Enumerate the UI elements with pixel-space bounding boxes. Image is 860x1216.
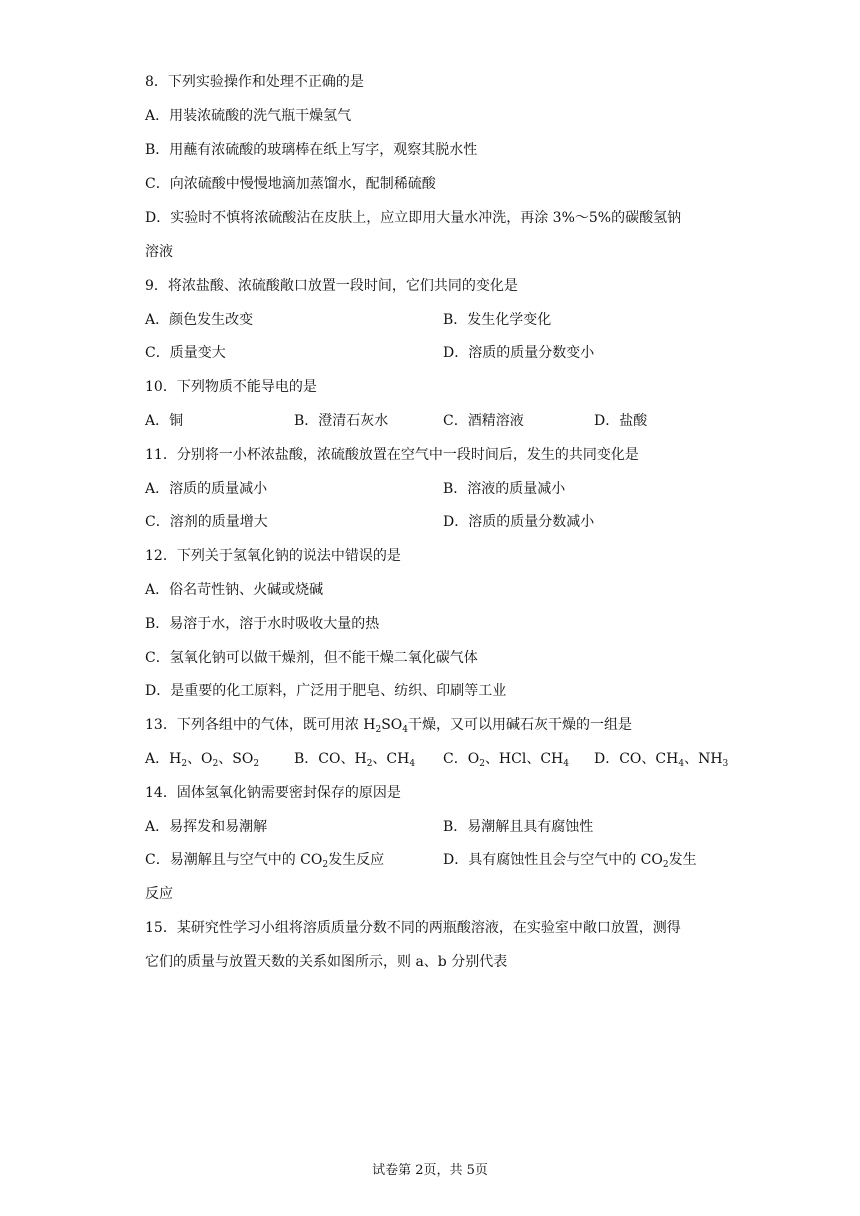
q10-option-a: A．铜: [145, 413, 184, 429]
q14-option-d: D．具有腐蚀性且会与空气中的 $CO_2$发生: [443, 852, 697, 870]
q11-option-d: D．溶质的质量分数减小: [443, 514, 595, 530]
q13-option-b: B．CO、$H_2$、$CH_4$: [294, 751, 416, 769]
q9-stem: 9．将浓盐酸、浓硫酸敞口放置一段时间，它们共同的变化是: [145, 278, 518, 294]
q9-option-b: B．发生化学变化: [443, 312, 552, 328]
q11-option-b: B．溶液的质量减小: [443, 481, 566, 497]
q13-option-a: A．$H_2$、$O_2$、$SO_2$: [145, 751, 260, 769]
q12-option-b: B．易溶于水，溶于水时吸收大量的热: [145, 616, 380, 632]
q10-option-b: B．澄清石灰水: [294, 413, 389, 429]
q12-option-a: A．俗名苛性钠、火碱或烧碱: [145, 582, 324, 598]
q9-option-c: C．质量变大: [145, 345, 226, 361]
q11-option-a: A．溶质的质量减小: [145, 481, 268, 497]
q12-option-d: D．是重要的化工原料，广泛用于肥皂、纺织、印刷等工业: [145, 683, 507, 699]
q12-option-c: C．氢氧化钠可以做干燥剂，但不能干燥二氧化碳气体: [145, 650, 478, 666]
q8-option-b: B．用蘸有浓硫酸的玻璃棒在纸上写字，观察其脱水性: [145, 142, 478, 158]
q13-stem: 13．下列各组中的气体，既可用浓 $H_2SO_4$干燥，又可以用碱石灰干燥的一组是: [145, 717, 633, 735]
q9-option-d: D．溶质的质量分数变小: [443, 345, 595, 361]
q8-option-d: D．实验时不慎将浓硫酸沾在皮肤上，应立即用大量水冲洗，再涂 3%～5%的碳酸氢钠: [145, 210, 682, 226]
q14-option-d-cont: 反应: [145, 886, 173, 902]
q13-option-d: D．CO、$CH_4$、$NH_3$: [594, 751, 729, 769]
q10-option-c: C．酒精溶液: [443, 413, 524, 429]
q10-stem: 10．下列物质不能导电的是: [145, 379, 317, 395]
q12-stem: 12．下列关于氢氧化钠的说法中错误的是: [145, 548, 401, 564]
q13-option-c: C．$O_2$、HCl、$CH_4$: [443, 751, 569, 769]
q14-option-c: C．易潮解且与空气中的 $CO_2$发生反应: [145, 852, 385, 870]
q8-option-c: C．向浓硫酸中慢慢地滴加蒸馏水，配制稀硫酸: [145, 176, 436, 192]
page-footer: 试卷第 2页，共 5页: [372, 1163, 488, 1178]
q15-stem-line2: 它们的质量与放置天数的关系如图所示，则 a、b 分别代表: [145, 954, 508, 970]
q11-option-c: C．溶剂的质量增大: [145, 514, 268, 530]
q8-option-a: A．用装浓硫酸的洗气瓶干燥氢气: [145, 108, 352, 124]
q8-stem: 8．下列实验操作和处理不正确的是: [145, 74, 364, 90]
q9-option-a: A．颜色发生改变: [145, 312, 254, 328]
q14-stem: 14．固体氢氧化钠需要密封保存的原因是: [145, 785, 401, 801]
q11-stem: 11．分别将一小杯浓盐酸，浓硫酸放置在空气中一段时间后，发生的共同变化是: [145, 447, 639, 463]
q8-option-d-cont: 溶液: [145, 244, 173, 260]
q14-option-b: B．易潮解且具有腐蚀性: [443, 819, 594, 835]
q10-option-d: D．盐酸: [594, 413, 648, 429]
q14-option-a: A．易挥发和易潮解: [145, 819, 268, 835]
q15-stem-line1: 15．某研究性学习小组将溶质质量分数不同的两瓶酸溶液，在实验室中敞口放置，测得: [145, 920, 681, 936]
